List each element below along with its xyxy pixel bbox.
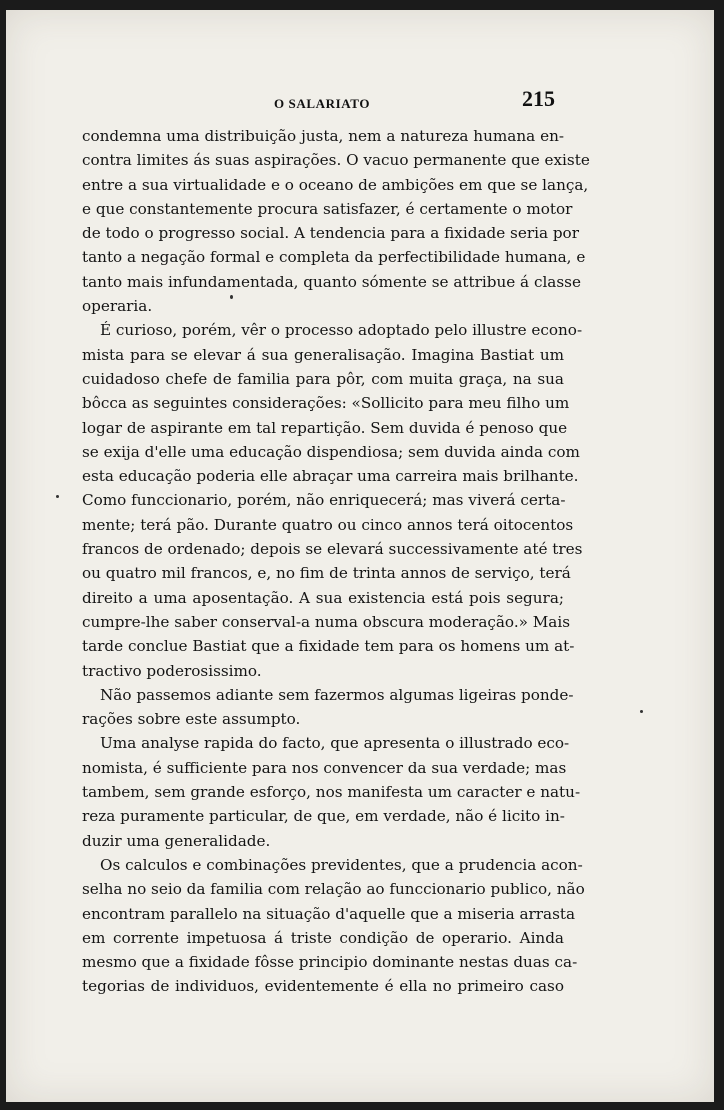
text-line: tanto mais infundamentada, quanto sómente se attribue á classe xyxy=(82,272,581,291)
text-line: reza puramente particular, de que, em verdade, não é licito in- xyxy=(82,807,565,826)
book-page xyxy=(6,10,714,1102)
text-line: e que constantemente procura satisfazer, é certamente o motor xyxy=(82,199,573,218)
text-line: entre a sua virtualidade e o oceano de ambições em que se lança, xyxy=(82,175,589,194)
text-line: mesmo que a fixidade fôsse principio dominante nestas duas ca- xyxy=(82,953,578,972)
ink-speck xyxy=(56,495,59,498)
text-line: nomista, é sufficiente para nos convencer da sua verdade; mas xyxy=(82,758,567,777)
text-line: esta educação poderia elle abraçar uma carreira mais brilhante. xyxy=(82,467,579,486)
text-line: mista para se elevar á sua generalisação. Imagina Bastiat um xyxy=(82,345,564,364)
page-number: 215 xyxy=(522,86,555,111)
text-line: se exija d'elle uma educação dispendiosa; sem duvida ainda com xyxy=(82,442,580,461)
text-line: encontram parallelo na situação d'aquelle que a miseria arrasta xyxy=(82,904,576,923)
text-line: ou quatro mil francos, e, no fim de trinta annos de serviço, terá xyxy=(82,564,571,583)
text-line: Não passemos adiante sem fazermos algumas ligeiras ponde- xyxy=(100,685,574,704)
text-line: direito a uma aposentação. A sua existencia está pois segura; xyxy=(82,588,564,607)
text-line: tambem, sem grande esforço, nos manifesta um caracter e natu- xyxy=(82,783,581,802)
text-line: Uma analyse rapida do facto, que apresenta o illustrado eco- xyxy=(100,734,570,753)
text-line: cumpre-lhe saber conserval-a numa obscura moderação.» Mais xyxy=(82,612,571,631)
text-line: cuidadoso chefe de familia para pôr, com muita graça, na sua xyxy=(82,369,564,388)
body-text xyxy=(82,124,590,999)
text-line: tarde conclue Bastiat que a fixidade tem para os homens um at- xyxy=(82,637,575,656)
text-line: logar de aspirante em tal repartição. Sem duvida é penoso que xyxy=(82,418,568,437)
text-line: de todo o progresso social. A tendencia para a fixidade seria por xyxy=(82,224,579,243)
text-line: Os calculos e combinações previdentes, que a prudencia acon- xyxy=(100,855,583,874)
text-line: bôcca as seguintes considerações: «Sollicito para meu filho um xyxy=(82,394,570,413)
text-line: tractivo poderosissimo. xyxy=(82,661,262,680)
page-header xyxy=(6,86,714,116)
ink-speck xyxy=(640,710,643,713)
text-line: em corrente impetuosa á triste condição de operario. Ainda xyxy=(82,928,564,947)
text-line: condemna uma distribuição justa, nem a natureza humana en- xyxy=(82,127,564,145)
text-line: francos de ordenado; depois se elevará successivamente até tres xyxy=(82,540,583,559)
text-line: É curioso, porém, vêr o processo adoptado pelo illustre econo- xyxy=(100,321,583,340)
text-line: duzir uma generalidade. xyxy=(82,831,271,850)
text-line: mente; terá pão. Durante quatro ou cinco annos terá oitocentos xyxy=(82,515,574,534)
ink-speck xyxy=(230,295,233,299)
text-line: selha no seio da familia com relação ao funccionario publico, não xyxy=(82,880,585,899)
text-line: rações sobre este assumpto. xyxy=(82,710,301,729)
text-line: tanto a negação formal e completa da perfectibilidade humana, e xyxy=(82,248,586,267)
text-line: operaria. xyxy=(82,297,153,316)
text-line: contra limites ás suas aspirações. O vacuo permanente que existe xyxy=(82,151,590,170)
text-line: tegorias de individuos, evidentemente é ella no primeiro caso xyxy=(82,977,564,996)
running-title: O SALARIATO xyxy=(274,96,371,111)
text-line: Como funccionario, porém, não enriquecerá; mas viverá certa- xyxy=(82,491,566,510)
